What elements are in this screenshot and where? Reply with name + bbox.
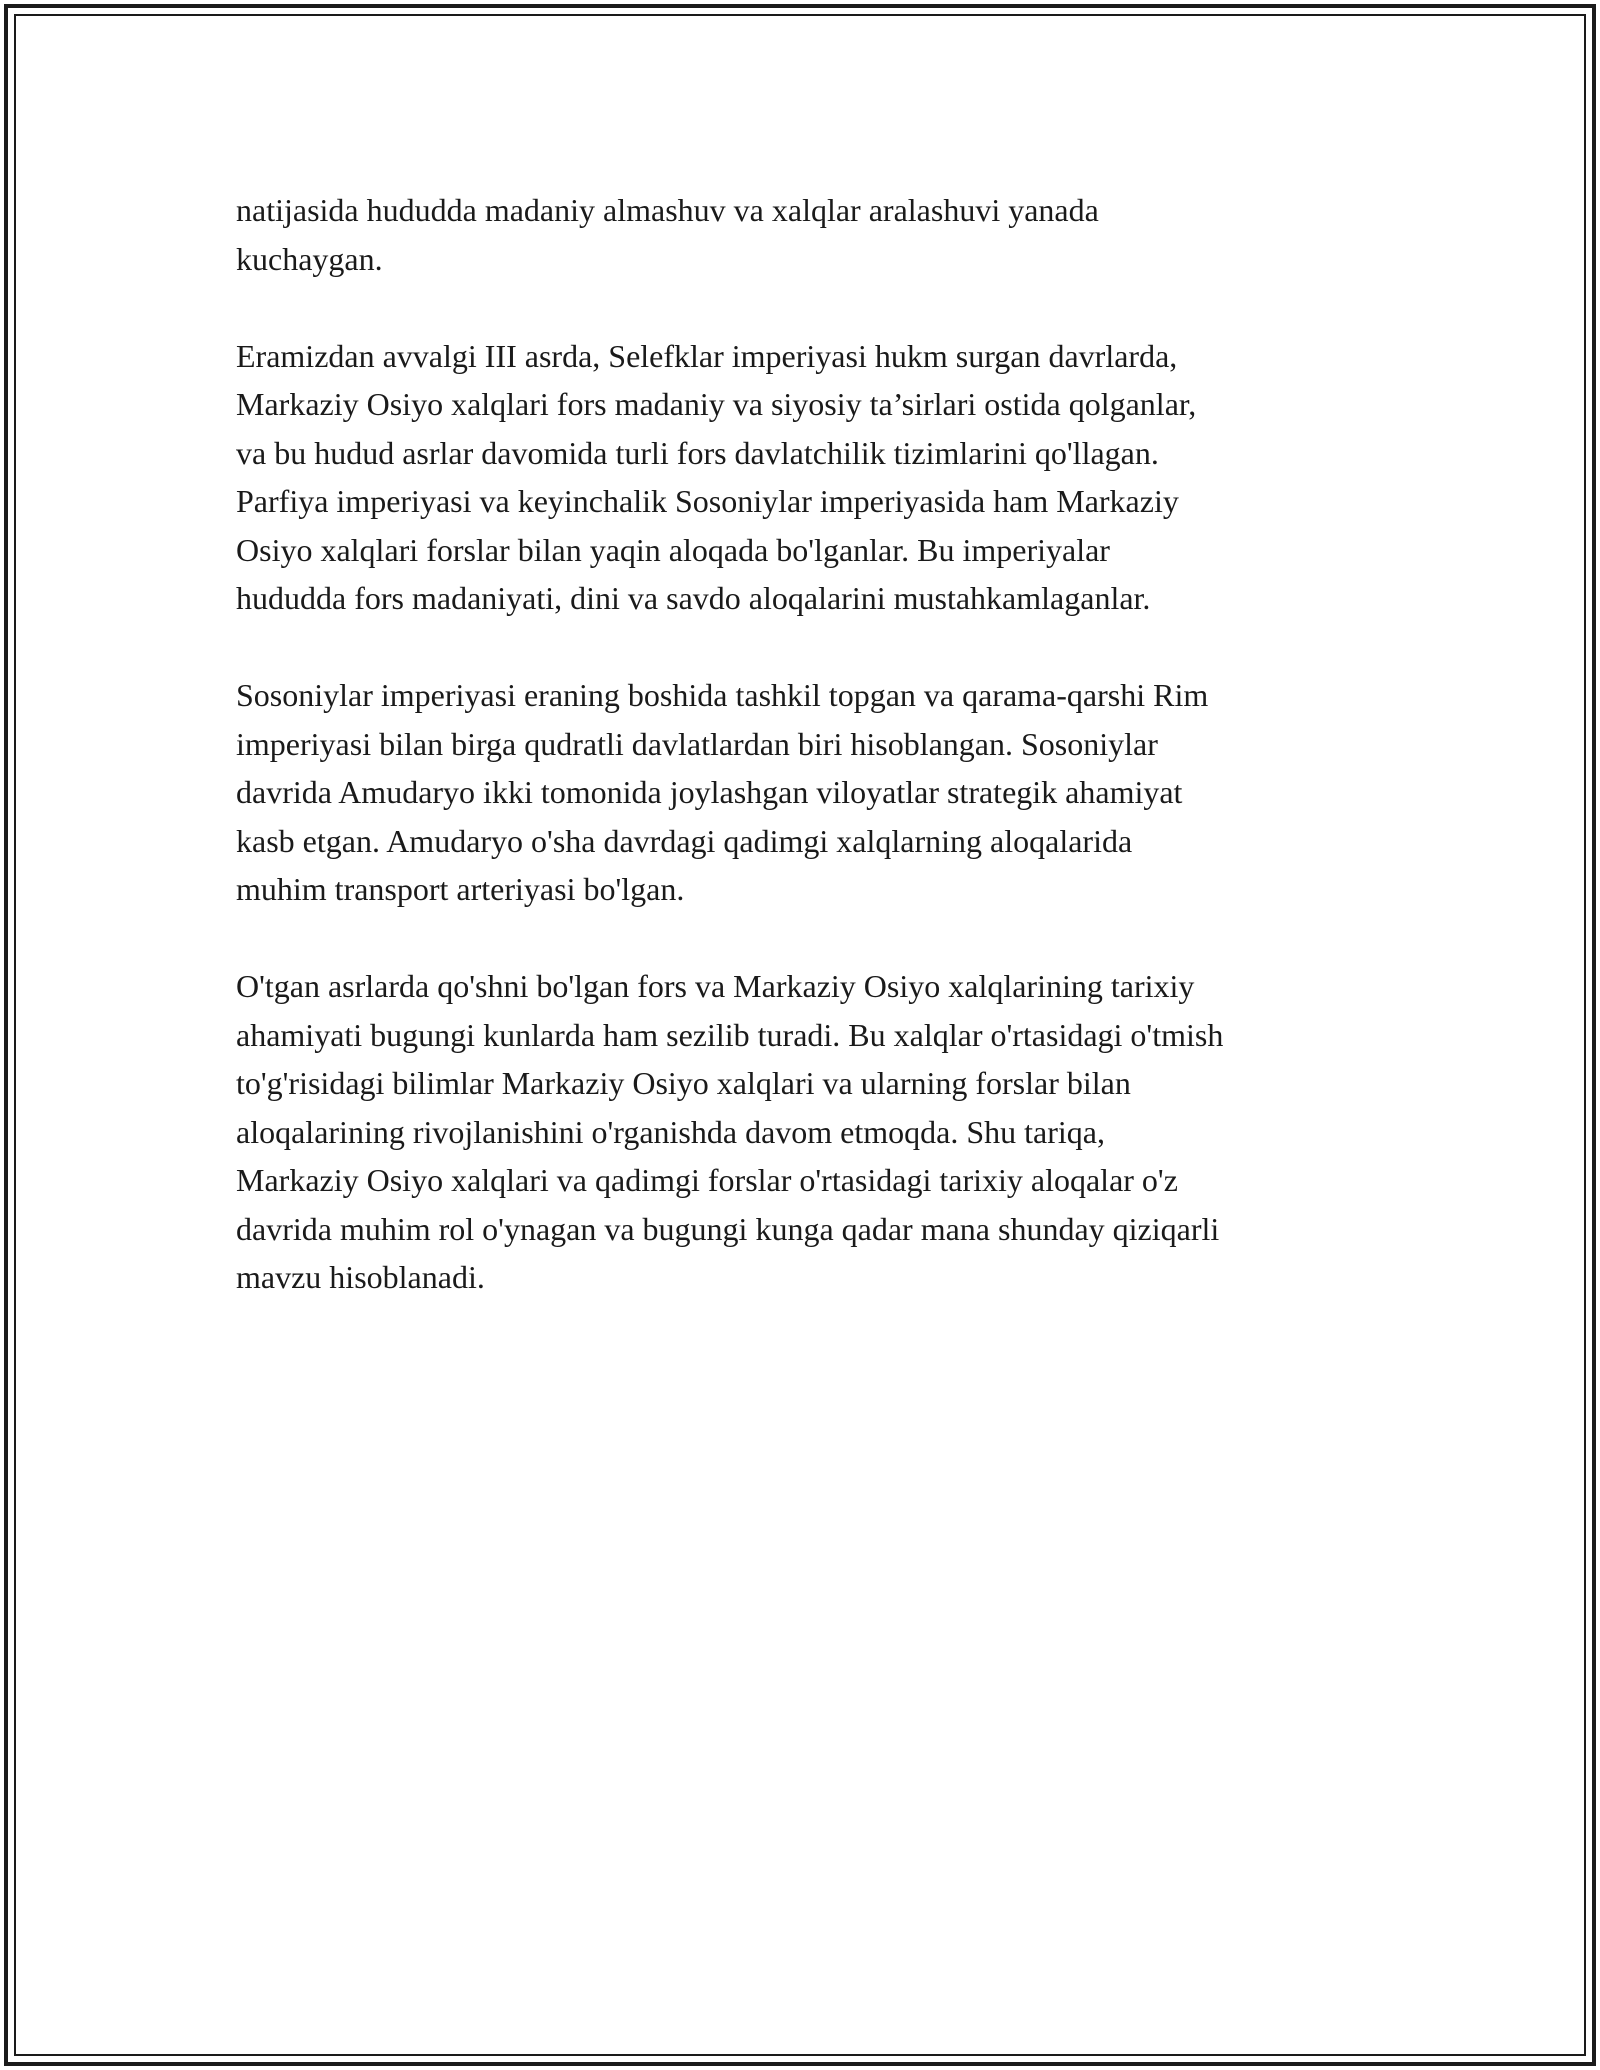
text-line: natijasida hududda madaniy almashuv va xalqlar aralashuvi yanada	[236, 192, 1099, 228]
text-line: Sosoniylar imperiyasi eraning boshida tashkil topgan va qarama-qarshi Rim	[236, 677, 1209, 713]
text-line: kasb etgan. Amudaryo o'sha davrdagi qadimgi xalqlarning aloqalarida	[236, 822, 1133, 859]
text-line: Markaziy Osiyo xalqlari va qadimgi forslar o'rtasidagi tarixiy aloqalar o'z	[236, 1162, 1178, 1198]
paragraph-4	[236, 962, 1396, 1302]
text-line: aloqalarining rivojlanishini o'rganishda davom etmoqda. Shu tariqa,	[236, 1113, 1105, 1150]
text-line: ahamiyati bugungi kunlarda ham sezilib turadi. Bu xalqlar o'rtasidagi o'tmish	[236, 1016, 1224, 1053]
text-line: davrida muhim rol o'ynagan va bugungi kunga qadar mana shunday qiziqarli	[236, 1210, 1220, 1247]
text-line: mavzu hisoblanadi.	[236, 1259, 485, 1295]
text-line: Osiyo xalqlari forslar bilan yaqin aloqada bo'lganlar. Bu imperiyalar	[236, 531, 1110, 568]
document-body	[236, 186, 1396, 1350]
text-line: to'g'risidagi bilimlar Markaziy Osiyo xalqlari va ularning forslar bilan	[236, 1065, 1131, 1101]
paragraph-3	[236, 671, 1396, 914]
text-line: hududda fors madaniyati, dini va savdo aloqalarini mustahkamlaganlar.	[236, 580, 1151, 616]
text-line: Markaziy Osiyo xalqlari fors madaniy va siyosiy ta’sirlari ostida qolganlar,	[236, 386, 1197, 422]
text-line: muhim transport arteriyasi bo'lgan.	[236, 871, 685, 907]
text-line: davrida Amudaryo ikki tomonida joylashgan viloyatlar strategik ahamiyat	[236, 774, 1183, 810]
text-line: kuchaygan.	[236, 240, 383, 277]
text-line: O'tgan asrlarda qo'shni bo'lgan fors va Markaziy Osiyo xalqlarining tarixiy	[236, 968, 1195, 1004]
text-line: imperiyasi bilan birga qudratli davlatlardan biri hisoblangan. Sosoniylar	[236, 725, 1158, 762]
paragraph-2	[236, 332, 1396, 623]
paragraph-1	[236, 186, 1396, 283]
text-line: va bu hudud asrlar davomida turli fors davlatchilik tizimlarini qo'llagan.	[236, 434, 1159, 471]
text-line: Eramizdan avvalgi III asrda, Selefklar imperiyasi hukm surgan davrlarda,	[236, 337, 1178, 374]
text-line: Parfiya imperiyasi va keyinchalik Sosoniylar imperiyasida ham Markaziy	[236, 483, 1179, 519]
